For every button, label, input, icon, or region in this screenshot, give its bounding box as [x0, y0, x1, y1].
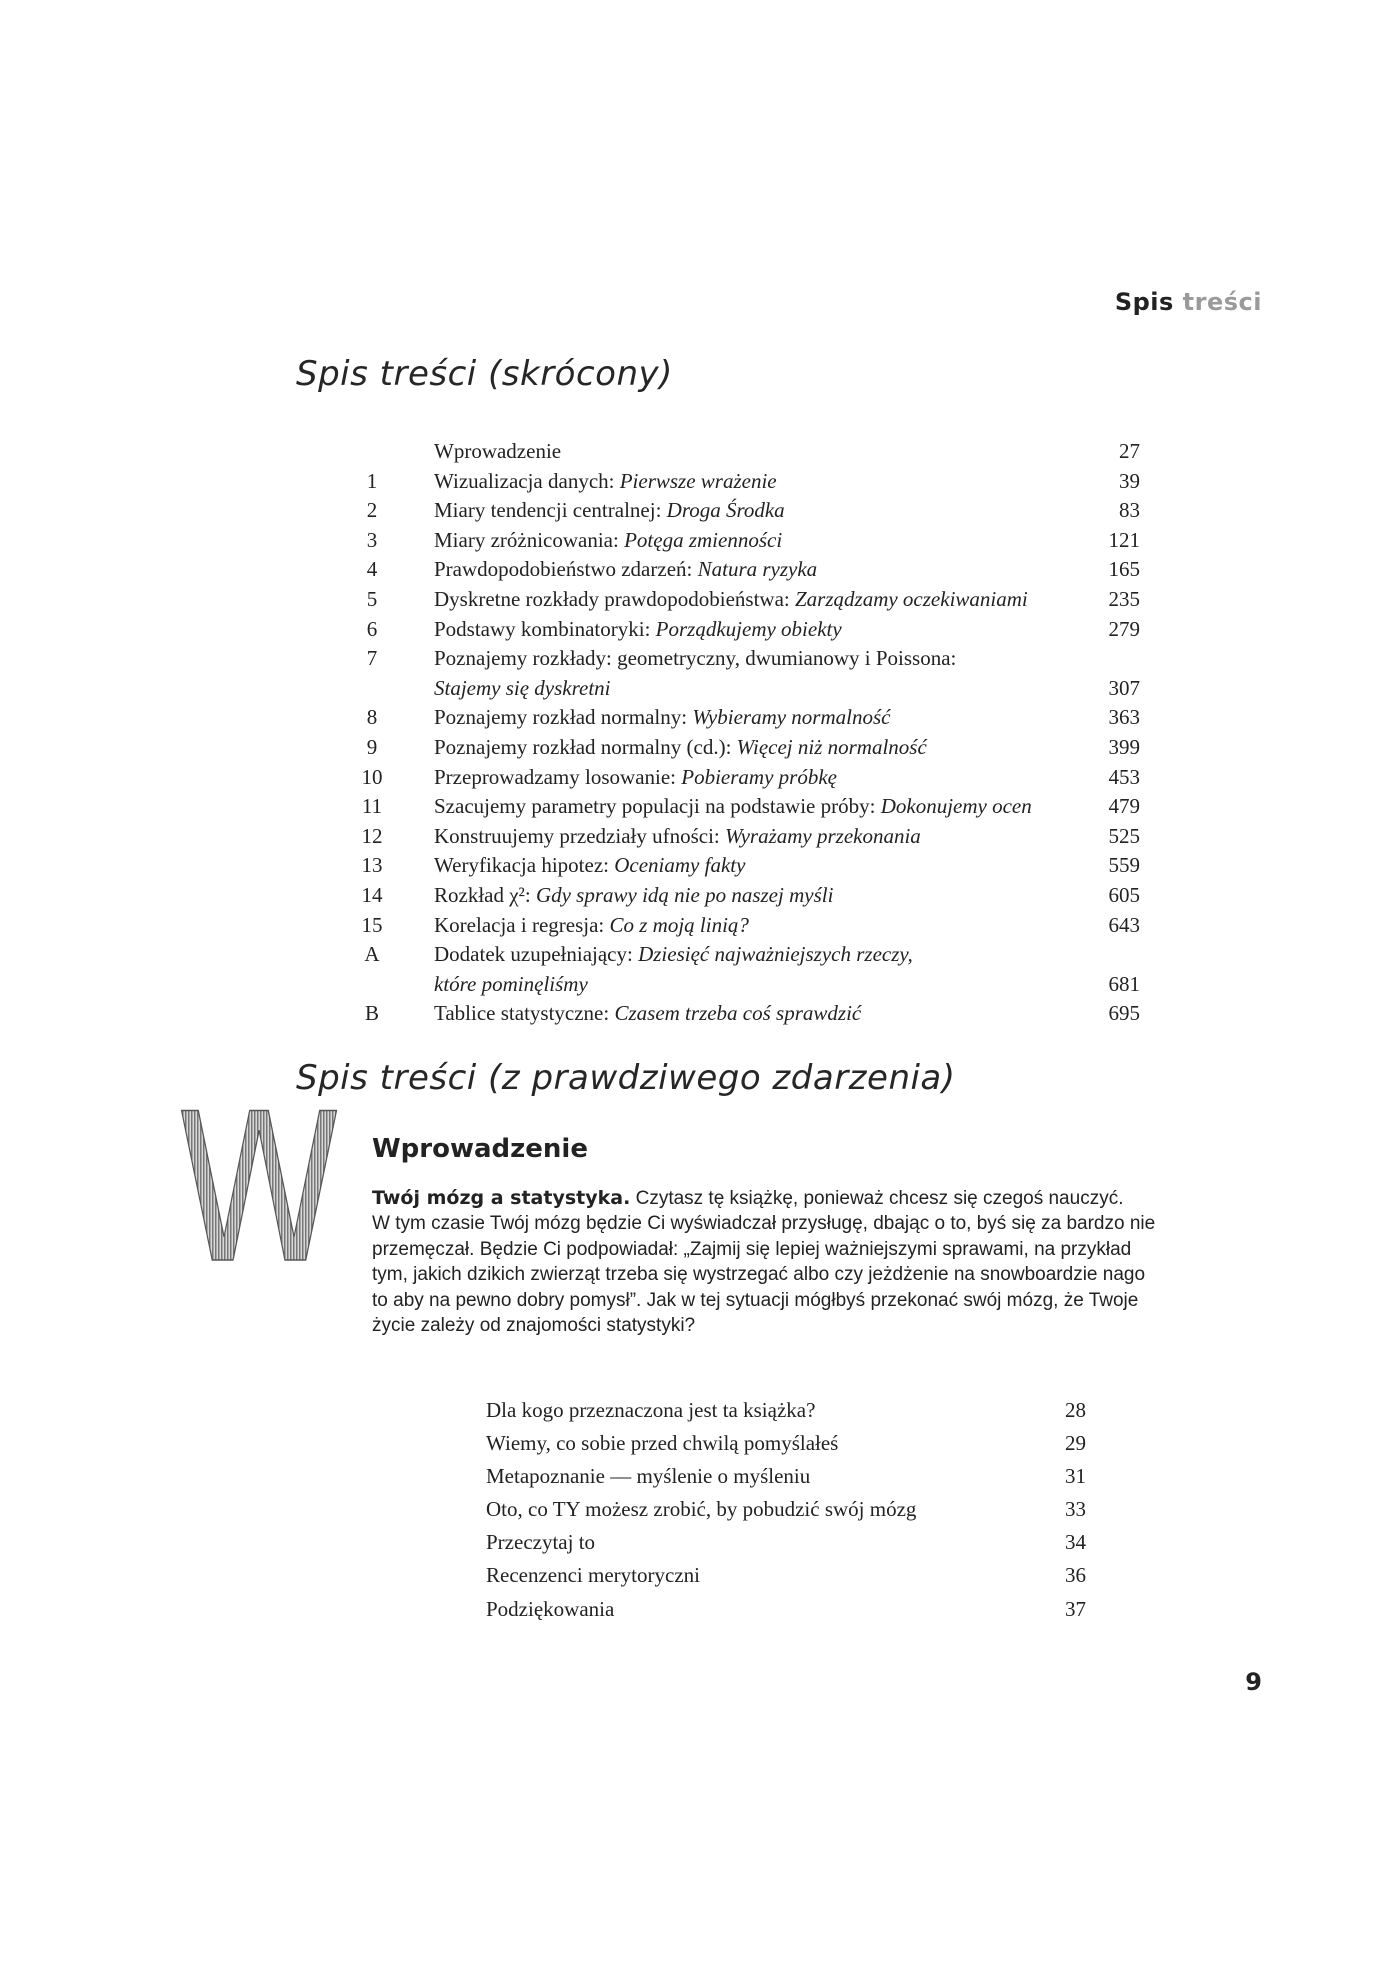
toc-page-number: 83: [1119, 498, 1140, 523]
toc-chapter-number: 9: [366, 734, 378, 759]
toc-page-number: 39: [1119, 468, 1140, 493]
toc-subtitle-text: Czasem trzeba coś sprawdzić: [614, 1001, 862, 1026]
toc-row[interactable]: [352, 970, 1140, 1000]
toc-subtitle-text: Więcej niż normalność: [736, 734, 927, 759]
toc-subtitle-text: Wyrażamy przekonania: [725, 823, 921, 848]
toc-chapter-title: [434, 881, 1066, 911]
toc-page-number: 695: [1108, 1001, 1140, 1026]
subtoc-title: Podziękowania: [486, 1596, 615, 1621]
toc-title-text: Wizualizacja danych:: [434, 468, 620, 493]
toc-subtitle-text: Droga Środka: [666, 498, 785, 523]
toc-row[interactable]: [352, 911, 1140, 941]
toc-chapter-title: [434, 792, 1066, 822]
subtoc-title: Przeczytaj to: [486, 1530, 596, 1555]
toc-row[interactable]: [352, 703, 1140, 733]
toc-subtitle-text: Co z moją linią?: [609, 912, 749, 937]
subtoc-page-number: 33: [1065, 1497, 1086, 1522]
subtoc-title: Recenzenci merytoryczni: [486, 1563, 700, 1588]
toc-row[interactable]: [352, 437, 1140, 467]
toc-chapter-title: [434, 822, 1066, 852]
subtoc-row[interactable]: [486, 1493, 1086, 1526]
toc-subtitle-text: Potęga zmienności: [624, 527, 783, 552]
toc-chapter-title: [434, 733, 1066, 763]
toc-chapter-number: 11: [361, 794, 383, 819]
toc-title-text: Weryfikacja hipotez:: [434, 853, 615, 878]
intro-paragraph: [372, 1186, 1156, 1338]
intro-line-3: przemęczał. Będzie Ci podpowiadał: „Zajmij się lepiej ważniejszymi sprawami, na przykład: [372, 1238, 1132, 1260]
toc-chapter-title: [434, 615, 1066, 645]
toc-chapter-title: [434, 555, 1066, 585]
toc-short-title: Spis treści (skrócony): [296, 354, 673, 394]
intro-line-text: Czytasz tę książkę, ponieważ chcesz się czegoś nauczyć.: [630, 1188, 1124, 1209]
intro-line-6: życie zależy od znajomości statystyki?: [372, 1315, 696, 1337]
toc-row[interactable]: [352, 763, 1140, 793]
toc-subtitle-text: Pierwsze wrażenie: [619, 468, 777, 493]
toc-page-number: 479: [1108, 794, 1140, 819]
toc-title-text: Rozkład χ²:: [434, 882, 536, 907]
toc-chapter-number: A: [364, 942, 380, 967]
toc-chapter-number: 4: [366, 557, 378, 582]
toc-title-text: Szacujemy parametry populacji na podstawie próby:: [434, 794, 881, 819]
toc-row[interactable]: [352, 555, 1140, 585]
toc-page-number: 453: [1108, 764, 1140, 789]
toc-chapter-number: 15: [361, 912, 383, 937]
toc-page-number: 605: [1108, 882, 1140, 907]
toc-row[interactable]: [352, 940, 1140, 970]
toc-title-text: Miary tendencji centralnej:: [434, 498, 667, 523]
toc-page-number: 235: [1108, 586, 1140, 611]
toc-chapter-title: [434, 526, 1066, 556]
dropcap-text: W: [176, 1071, 342, 1309]
subtoc-row[interactable]: [486, 1559, 1086, 1592]
toc-chapter-title: [434, 911, 1066, 941]
toc-chapter-title: [434, 674, 1066, 704]
toc-subtitle-text: które pominęliśmy: [434, 971, 588, 996]
subtoc-row[interactable]: [486, 1460, 1086, 1493]
toc-subtitle-text: Dokonujemy ocen: [880, 794, 1032, 819]
toc-title-text: Poznajemy rozkład normalny (cd.):: [434, 734, 737, 759]
toc-row[interactable]: [352, 496, 1140, 526]
toc-title-text: Tablice statystyczne:: [434, 1001, 615, 1026]
toc-page-number: 307: [1108, 675, 1140, 700]
toc-subtitle-text: Stajemy się dyskretni: [434, 675, 611, 700]
subtoc-row[interactable]: [486, 1593, 1086, 1626]
toc-chapter-number: 1: [366, 468, 378, 493]
toc-chapter-number: B: [364, 1001, 379, 1026]
subtoc-title: Oto, co TY możesz zrobić, by pobudzić swój mózg: [486, 1497, 917, 1522]
toc-title-text: Podstawy kombinatoryki:: [434, 616, 656, 641]
running-head: [1115, 288, 1262, 316]
toc-title-text: Wprowadzenie: [434, 439, 562, 463]
toc-title-text: Przeprowadzamy losowanie:: [434, 764, 682, 789]
toc-row[interactable]: [352, 644, 1140, 674]
toc-page-number: 525: [1108, 823, 1140, 848]
subtoc-row[interactable]: [486, 1526, 1086, 1559]
subtoc-page-number: 31: [1065, 1464, 1086, 1489]
toc-chapter-number: 10: [361, 764, 383, 789]
toc-row[interactable]: [352, 585, 1140, 615]
toc-chapter-number: 12: [361, 823, 383, 848]
toc-title-text: Konstruujemy przedziały ufności:: [434, 823, 726, 848]
toc-subtitle-text: Pobieramy próbkę: [681, 764, 837, 789]
chapter-heading: Wprowadzenie: [372, 1134, 588, 1164]
toc-chapter-title: [434, 970, 1066, 1000]
page-number: 9: [1245, 1668, 1262, 1696]
toc-chapter-title: [434, 644, 1066, 674]
toc-row[interactable]: [352, 467, 1140, 497]
toc-title-text: Prawdopodobieństwo zdarzeń:: [434, 557, 698, 582]
toc-chapter-title: [434, 999, 1066, 1029]
toc-chapter-number: 6: [366, 616, 378, 641]
subtoc-page-number: 36: [1065, 1563, 1086, 1588]
intro-lead: Twój mózg a statystyka.: [372, 1187, 631, 1209]
toc-title-text: Dodatek uzupełniający:: [434, 942, 639, 967]
toc-page-number: 399: [1108, 734, 1140, 759]
toc-chapter-number: 2: [366, 498, 378, 523]
subtoc-title: Dla kogo przeznaczona jest ta książka?: [486, 1398, 816, 1422]
intro-line-4: tym, jakich dzikich zwierząt trzeba się wystrzegać albo czy jeżdżenie na snowboardzie nago: [372, 1264, 1146, 1286]
subtoc-page-number: 34: [1065, 1530, 1086, 1555]
toc-subtitle-text: Oceniamy fakty: [614, 853, 746, 878]
toc-subtitle-text: Zarządzamy oczekiwaniami: [795, 586, 1028, 611]
toc-title-text: Poznajemy rozkłady: geometryczny, dwumianowy i Poissona:: [434, 646, 957, 671]
toc-chapter-number: 3: [366, 527, 378, 552]
toc-chapter-title: [434, 940, 1066, 970]
toc-row[interactable]: [352, 733, 1140, 763]
toc-subtitle-text: Porządkujemy obiekty: [655, 616, 842, 641]
running-head-word1: Spis: [1114, 288, 1174, 316]
toc-chapter-number: 7: [366, 646, 378, 671]
toc-page-number: 121: [1108, 527, 1140, 552]
toc-subtitle-text: Wybieramy normalność: [692, 705, 891, 730]
toc-short-list: [352, 437, 1140, 1029]
toc-chapter-number: 13: [361, 853, 383, 878]
intro-line-1: [372, 1186, 1132, 1211]
subtoc-title: Wiemy, co sobie przed chwilą pomyślałeś: [486, 1431, 839, 1456]
toc-chapter-number: 14: [361, 882, 383, 907]
subtoc-row[interactable]: [486, 1427, 1086, 1460]
dropcap-letter-w: [176, 1071, 346, 1309]
toc-page-number: 681: [1108, 971, 1140, 996]
toc-chapter-number: 5: [366, 586, 378, 611]
toc-chapter-title: [434, 496, 1066, 526]
toc-title-text: Poznajemy rozkład normalny:: [434, 705, 693, 730]
toc-page-number: 559: [1108, 853, 1140, 878]
toc-full-title: Spis treści (z prawdziwego zdarzenia): [296, 1058, 956, 1098]
toc-chapter-title: [434, 467, 1066, 497]
toc-row[interactable]: [352, 881, 1140, 911]
toc-row[interactable]: [352, 674, 1140, 704]
toc-chapter-title: [434, 703, 1066, 733]
toc-row[interactable]: [352, 999, 1140, 1029]
toc-subtitle-text: Dziesięć najważniejszych rzeczy,: [638, 942, 913, 967]
toc-title-text: Miary zróżnicowania:: [434, 527, 625, 552]
toc-chapter-title: [434, 851, 1066, 881]
toc-title-text: Korelacja i regresja:: [434, 912, 610, 937]
toc-chapter-title: [434, 437, 1066, 467]
intro-line-2: W tym czasie Twój mózg będzie Ci wyświadczał przysługę, dbając o to, byś się za bardzo nie: [372, 1213, 1156, 1235]
toc-chapter-number: 8: [366, 705, 378, 730]
toc-row[interactable]: [352, 615, 1140, 645]
toc-page-number: 27: [1119, 439, 1140, 463]
subtoc-title: Metapoznanie — myślenie o myśleniu: [486, 1464, 811, 1489]
toc-page-number: 279: [1108, 616, 1140, 641]
toc-subtitle-text: Natura ryzyka: [697, 557, 818, 582]
toc-subtitle-text: Gdy sprawy idą nie po naszej myśli: [535, 882, 834, 907]
intro-subsection-list: [486, 1394, 1086, 1626]
subtoc-page-number: 28: [1065, 1398, 1086, 1422]
toc-row[interactable]: [352, 851, 1140, 881]
toc-title-text: Dyskretne rozkłady prawdopodobieństwa:: [434, 586, 795, 611]
toc-row[interactable]: [352, 792, 1140, 822]
subtoc-page-number: 37: [1065, 1596, 1086, 1621]
subtoc-page-number: 29: [1065, 1431, 1086, 1456]
toc-chapter-title: [434, 585, 1066, 615]
subtoc-row[interactable]: [486, 1394, 1086, 1427]
intro-line-5: to aby na pewno dobry pomysł”. Jak w tej sytuacji mógłbyś przekonać swój mózg, że Twoje: [372, 1289, 1139, 1311]
toc-row[interactable]: [352, 526, 1140, 556]
toc-page-number: 643: [1108, 912, 1140, 937]
toc-row[interactable]: [352, 822, 1140, 852]
toc-page-number: 165: [1108, 557, 1140, 582]
toc-chapter-title: [434, 763, 1066, 793]
running-head-word2: treści: [1182, 288, 1262, 316]
toc-page-number: 363: [1108, 705, 1140, 730]
